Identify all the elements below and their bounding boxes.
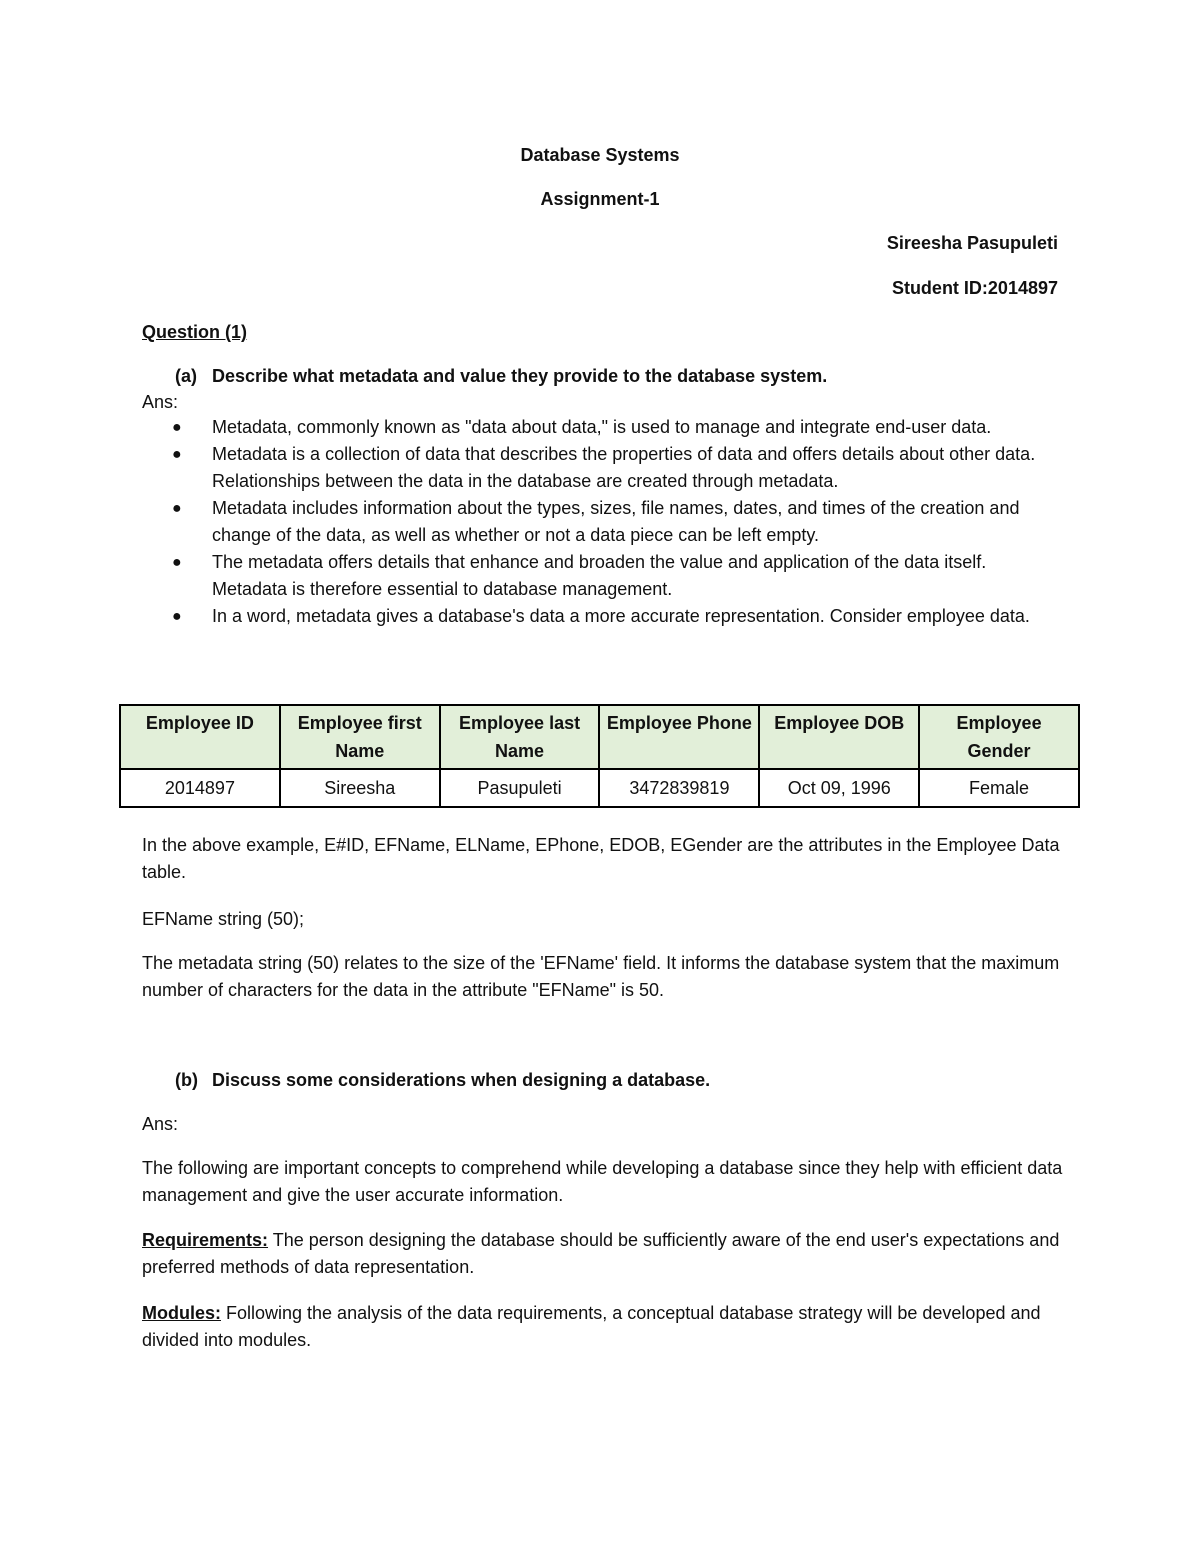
table-cell: Female — [919, 769, 1079, 807]
employee-table — [119, 704, 1080, 808]
modules-paragraph: Modules: Following the analysis of the data requirements, a conceptual database strategy will be developed and divided into modules. — [142, 1303, 1041, 1350]
efname-declaration: EFName string (50); — [142, 909, 305, 929]
modules-term: Modules: — [142, 1303, 221, 1323]
attributes-paragraph: In the above example, E#ID, EFName, ELName, EPhone, EDOB, EGender are the attributes in the Employee Data table. — [142, 835, 1060, 882]
part-b-intro: The following are important concepts to comprehend while developing a database since they help with efficient data management and give the user accurate information. — [142, 1158, 1063, 1205]
table-header-row — [120, 705, 1079, 769]
student-id: Student ID:2014897 — [891, 278, 1058, 298]
requirements-term: Requirements: — [142, 1230, 269, 1250]
bullet-icon: ● — [172, 554, 182, 571]
column-header: Employee ID — [120, 705, 280, 769]
course-title: Database Systems — [520, 145, 680, 165]
bullet-icon: ● — [172, 608, 182, 625]
part-a-label: (a) — [175, 366, 197, 386]
list-item: ● In a word, metadata gives a database's data a more accurate representation. Consider employee data. — [142, 603, 1062, 630]
requirements-paragraph: Requirements: The person designing the database should be sufficiently aware of the end user's expectations and preferred methods of data representation. — [142, 1230, 1060, 1277]
column-header: Employee Gender — [919, 705, 1079, 769]
part-a-answer-label: Ans: — [142, 392, 179, 412]
metadata-bullet-list — [142, 414, 1062, 630]
question-heading: Question (1) — [142, 322, 248, 342]
column-header: Employee first Name — [280, 705, 440, 769]
part-b-label: (b) — [175, 1070, 198, 1090]
list-item: ● Metadata is a collection of data that describes the properties of data and offers details about other data. Relationships between the data in the database are created through metadata. — [142, 441, 1062, 495]
table-cell: Oct 09, 1996 — [759, 769, 919, 807]
bullet-icon: ● — [172, 500, 182, 517]
metadata-string-paragraph: The metadata string (50) relates to the size of the 'EFName' field. It informs the database system that the maximum number of characters for the data in the attribute "EFName" is 50. — [142, 953, 1060, 1000]
column-header: Employee Phone — [599, 705, 759, 769]
bullet-icon: ● — [172, 419, 182, 436]
list-item: ● The metadata offers details that enhance and broaden the value and application of the data itself. Metadata is therefore essential to database management. — [142, 549, 1062, 603]
part-a-prompt: Describe what metadata and value they provide to the database system. — [212, 366, 828, 386]
list-item: ● Metadata includes information about the types, sizes, file names, dates, and times of the creation and change of the data, as well as whether or not a data piece can be left empty. — [142, 495, 1062, 549]
table-cell: 3472839819 — [599, 769, 759, 807]
student-name: Sireesha Pasupuleti — [886, 233, 1058, 253]
list-item: ● Metadata, commonly known as "data about data," is used to manage and integrate end-user data. — [142, 414, 1062, 441]
bullet-icon: ● — [172, 446, 182, 463]
table-row — [120, 769, 1079, 807]
table-cell: Pasupuleti — [440, 769, 600, 807]
part-b-answer-label: Ans: — [142, 1114, 179, 1134]
table-cell: 2014897 — [120, 769, 280, 807]
table-cell: Sireesha — [280, 769, 440, 807]
part-b-prompt: Discuss some considerations when designing a database. — [212, 1070, 711, 1090]
column-header: Employee DOB — [759, 705, 919, 769]
column-header: Employee last Name — [440, 705, 600, 769]
assignment-title: Assignment-1 — [540, 189, 660, 209]
